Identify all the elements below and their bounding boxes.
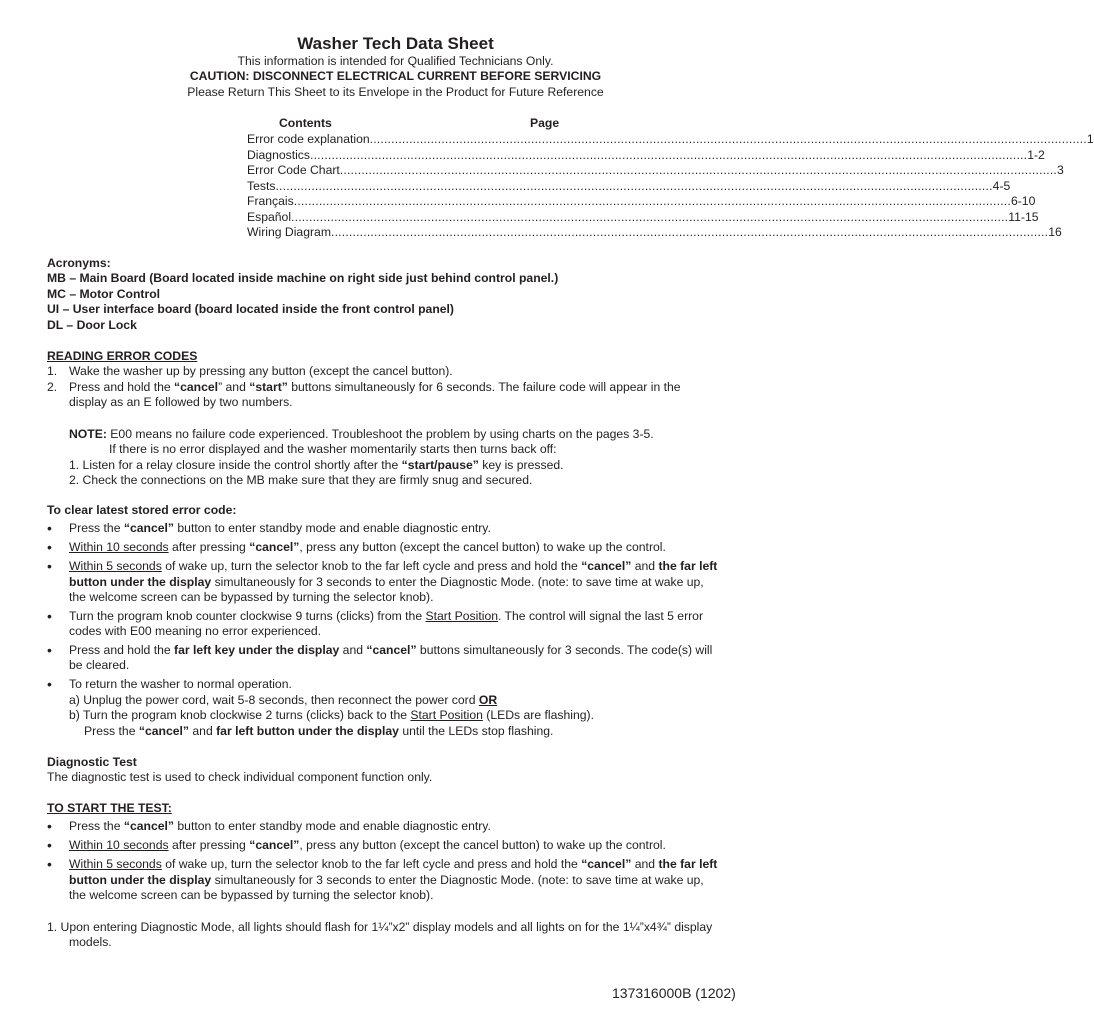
contents-row bbox=[247, 163, 1064, 179]
page-title: Washer Tech Data Sheet bbox=[297, 34, 494, 53]
clear-step-turn-knob-cont: codes with E00 meaning no error experienced. bbox=[69, 624, 322, 638]
clear-step-diagnostic-mode: Within 5 seconds of wake up, turn the selector knob to the far left cycle and press and hold the “cancel” and the far left bbox=[69, 559, 718, 573]
diagnostic-test-heading: Diagnostic Test bbox=[47, 755, 137, 769]
contents-row-page: 4-5 bbox=[992, 178, 1011, 193]
acronyms-heading: Acronyms: bbox=[47, 256, 111, 270]
contents-row-leader: ........................................................................................................................................................................................................ bbox=[291, 209, 1009, 224]
contents-row-page: 16 bbox=[1048, 225, 1062, 239]
clear-step-cancel: Press the “cancel” button to enter standby mode and enable diagnostic entry. bbox=[69, 521, 491, 535]
acronym-dl: DL – Door Lock bbox=[47, 318, 137, 332]
start-step-diagnostic-mode-cont: button under the display simultaneously for 3 seconds to enter the Diagnostic Mode. (note: to save time at wake up, bbox=[69, 873, 704, 887]
start-test-heading: TO START THE TEST: bbox=[47, 801, 172, 815]
contents-row-label: Tests bbox=[247, 178, 276, 193]
contents-heading: Contents bbox=[279, 116, 332, 130]
clear-step-hold-keys-cont: be cleared. bbox=[69, 658, 130, 672]
contents-row-page: 11-15 bbox=[1008, 209, 1039, 224]
contents-row-label: Diagnostics bbox=[247, 147, 310, 162]
bullet: • bbox=[47, 837, 52, 853]
step-hold-cancel-start-cont: display as an E followed by two numbers. bbox=[69, 395, 293, 409]
note-e00: NOTE: E00 means no failure code experienced. Troubleshoot the problem by using charts on the pages 3-5. bbox=[69, 427, 654, 441]
document-code: 137316000B (1202) bbox=[612, 985, 736, 1001]
contents-row bbox=[247, 194, 1036, 210]
contents-row bbox=[247, 178, 1011, 195]
bullet: • bbox=[47, 818, 52, 834]
contents-list bbox=[247, 132, 1094, 241]
step-lights-flash: 1. Upon entering Diagnostic Mode, all lights should flash for 1¼”x2” display models and all lights on for the 1¼”x4¾” display bbox=[47, 920, 713, 934]
contents-row-leader: ........................................................................................................................................................................................................ bbox=[293, 194, 1011, 208]
reading-error-codes-heading: READING ERROR CODES bbox=[47, 349, 198, 363]
page-heading: Page bbox=[530, 116, 560, 130]
clear-step-diagnostic-mode-cont: button under the display simultaneously for 3 seconds to enter the Diagnostic Mode. (note: to save time at wake up, bbox=[69, 575, 704, 589]
bullet: • bbox=[47, 856, 52, 872]
bullet: • bbox=[47, 558, 52, 574]
contents-row-page: 6-10 bbox=[1010, 194, 1036, 208]
clear-step-hold-keys: Press and hold the far left key under the display and “cancel” buttons simultaneously for 3 seconds. The code(s) will bbox=[69, 643, 713, 657]
bullet: • bbox=[47, 608, 52, 624]
start-step-diagnostic-mode-cont2: the welcome screen can be bypassed by turning the selector knob). bbox=[69, 888, 434, 902]
bullet: • bbox=[47, 642, 52, 658]
caution-notice: CAUTION: DISCONNECT ELECTRICAL CURRENT BEFORE SERVICING bbox=[189, 69, 602, 83]
acronym-ui: UI – User interface board (board located inside the front control panel) bbox=[47, 302, 454, 316]
return-notice: Please Return This Sheet to its Envelope in the Product for Future Reference bbox=[187, 85, 604, 99]
acronym-mc: MC – Motor Control bbox=[47, 287, 161, 301]
clear-step-wake: Within 10 seconds after pressing “cancel”, press any button (except the cancel button) to wake up the control. bbox=[69, 540, 666, 554]
note-relay: 1. Listen for a relay closure inside the control shortly after the “start/pause” key is pressed. bbox=[69, 458, 564, 472]
diagnostic-test-text: The diagnostic test is used to check individual component function only. bbox=[47, 770, 433, 784]
contents-row-leader: ........................................................................................................................................................................................................ bbox=[339, 163, 1058, 177]
contents-row-leader: ........................................................................................................................................................................................................ bbox=[310, 147, 1028, 162]
return-option-a: a) Unplug the power cord, wait 5-8 seconds, then reconnect the power cord OR bbox=[69, 693, 498, 707]
note-no-error: If there is no error displayed and the washer momentarily starts then turns back off: bbox=[109, 442, 557, 456]
contents-row-label: Error Code Chart bbox=[247, 163, 340, 177]
contents-row-label: Wiring Diagram bbox=[247, 225, 331, 239]
contents-row-label: Español bbox=[247, 209, 292, 224]
bullet: • bbox=[47, 539, 52, 555]
contents-row bbox=[247, 209, 1039, 226]
acronym-mb: MB – Main Board (Board located inside machine on right side just behind control panel.) bbox=[47, 271, 559, 285]
step-number: 2. bbox=[47, 380, 58, 394]
contents-row-page: 1 bbox=[1086, 132, 1094, 146]
contents-row bbox=[247, 147, 1045, 164]
contents-row-page: 3 bbox=[1057, 163, 1064, 177]
bullet: • bbox=[47, 520, 52, 536]
start-step-cancel: Press the “cancel” button to enter standby mode and enable diagnostic entry. bbox=[69, 819, 491, 833]
contents-row-page: 1-2 bbox=[1027, 147, 1045, 162]
contents-row bbox=[247, 225, 1062, 241]
start-step-wake: Within 10 seconds after pressing “cancel”, press any button (except the cancel button) to wake up the control. bbox=[69, 838, 666, 852]
return-option-b: b) Turn the program knob clockwise 2 turns (clicks) back to the Start Position (LEDs are flashing). bbox=[69, 708, 594, 722]
clear-codes-heading: To clear latest stored error code: bbox=[47, 503, 237, 517]
contents-row-leader: ........................................................................................................................................................................................................ bbox=[275, 178, 993, 193]
clear-step-turn-knob: Turn the program knob counter clockwise 9 turns (clicks) from the Start Position. The control will signal the last 5 error bbox=[69, 609, 704, 623]
clear-step-return-normal: To return the washer to normal operation. bbox=[69, 677, 292, 691]
contents-row-label: Français bbox=[247, 194, 294, 208]
contents-row-label: Error code explanation bbox=[247, 132, 370, 146]
start-step-diagnostic-mode: Within 5 seconds of wake up, turn the selector knob to the far left cycle and press and hold the “cancel” and the far left bbox=[69, 857, 718, 871]
clear-step-diagnostic-mode-cont2: the welcome screen can be bypassed by turning the selector knob). bbox=[69, 590, 434, 604]
qualified-notice: This information is intended for Qualified Technicians Only. bbox=[237, 54, 554, 68]
step-hold-cancel-start: Press and hold the “cancel” and “start” buttons simultaneously for 6 seconds. The failure code will appear in the bbox=[69, 380, 681, 394]
contents-row bbox=[247, 132, 1094, 148]
bullet: • bbox=[47, 676, 52, 692]
step-lights-flash-cont: models. bbox=[69, 935, 112, 949]
note-connections: 2. Check the connections on the MB make sure that they are firmly snug and secured. bbox=[69, 473, 533, 487]
step-number: 1. bbox=[47, 364, 58, 378]
contents-row-leader: ........................................................................................................................................................................................................ bbox=[330, 225, 1049, 239]
contents-row-leader: ........................................................................................................................................................................................................ bbox=[369, 132, 1087, 146]
return-option-b-cont: Press the “cancel” and far left button under the display until the LEDs stop flashing. bbox=[84, 724, 554, 738]
step-wake-washer: Wake the washer up by pressing any button (except the cancel button). bbox=[69, 364, 453, 378]
